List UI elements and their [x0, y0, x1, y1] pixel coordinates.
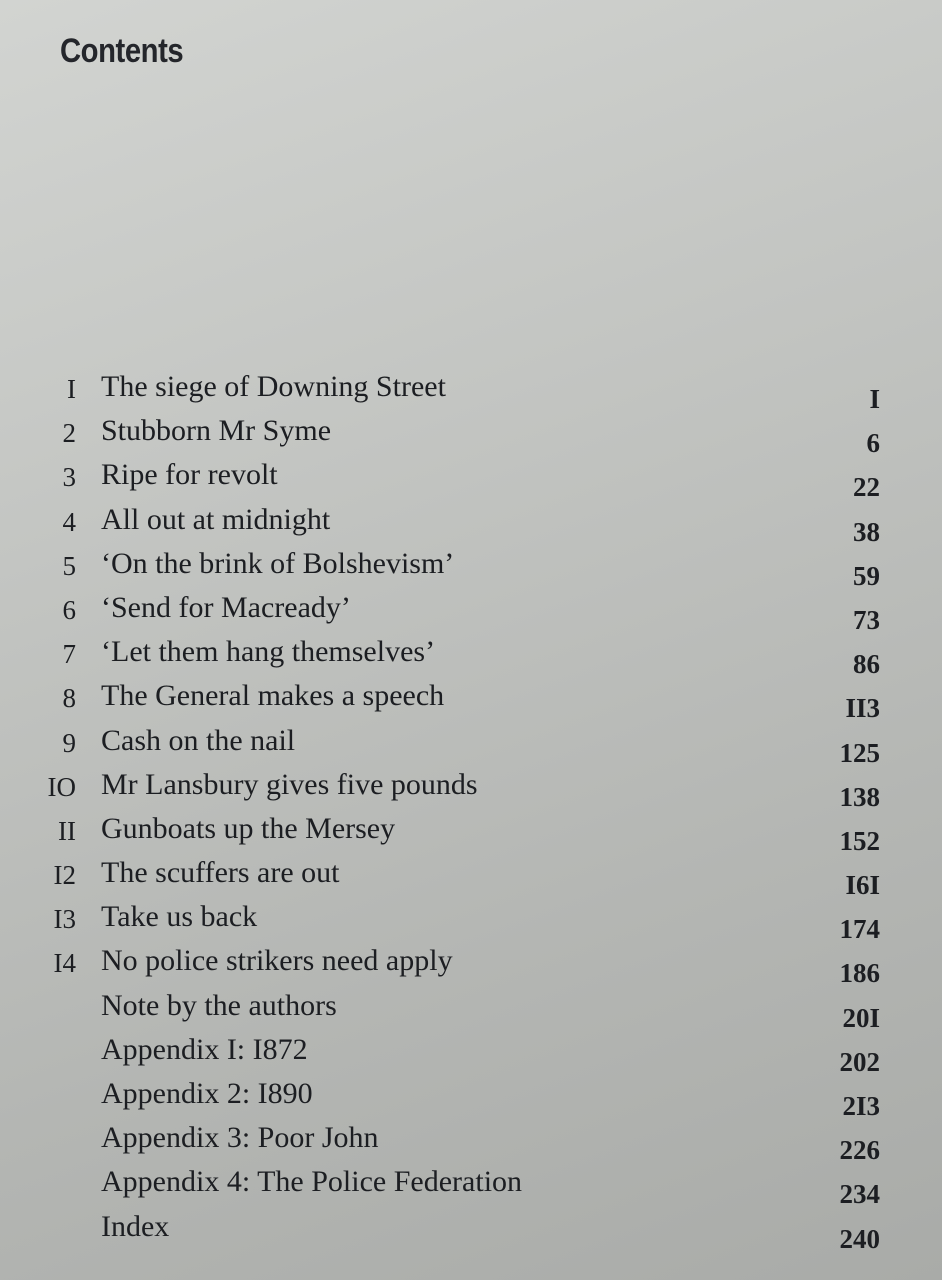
page-number: 6	[866, 428, 880, 459]
toc-entry	[0, 1075, 942, 1119]
page-number: 86	[853, 649, 880, 680]
toc-entry	[0, 633, 942, 680]
chapter-title: ‘Let them hang themselves’	[101, 635, 436, 669]
page-number: 174	[839, 914, 880, 945]
chapter-number: 4	[62, 506, 76, 537]
chapter-number: I2	[53, 860, 76, 891]
chapter-title: Cash on the nail	[101, 723, 296, 757]
toc-entry	[0, 1208, 942, 1252]
section-title: Index	[101, 1209, 170, 1243]
page-number: 186	[839, 958, 880, 989]
chapter-number: 5	[62, 550, 76, 581]
chapter-number: 2	[62, 418, 76, 449]
toc-entry	[0, 898, 942, 945]
chapter-number: 9	[62, 727, 76, 758]
page-number: 22	[853, 472, 880, 503]
page-number: 73	[853, 604, 880, 635]
chapter-title: Take us back	[101, 900, 258, 934]
page-number: 138	[839, 781, 880, 812]
page-number: I	[869, 384, 880, 414]
toc-entry	[0, 722, 942, 766]
toc-entry	[0, 987, 942, 1031]
table-of-contents	[0, 368, 942, 1252]
chapter-title: The siege of Downing Street	[101, 370, 446, 403]
page-number: 38	[853, 516, 880, 547]
toc-entry	[0, 1119, 942, 1166]
chapter-title: The scuffers are out	[101, 856, 340, 890]
toc-entry	[0, 942, 942, 989]
chapter-title: ‘On the brink of Bolshevism’	[101, 546, 455, 580]
page-number: II3	[845, 693, 880, 724]
section-title: Appendix 4: The Police Federation	[101, 1165, 523, 1199]
chapter-number: 6	[62, 594, 76, 625]
toc-entry	[0, 1163, 942, 1210]
page-number: 234	[839, 1179, 880, 1210]
chapter-number: I3	[53, 904, 76, 935]
chapter-title: All out at midnight	[101, 502, 331, 536]
chapter-number: 3	[62, 462, 76, 493]
toc-entry	[0, 545, 942, 589]
page-number: 59	[853, 560, 880, 591]
page-number: I6I	[845, 870, 880, 901]
toc-entry	[0, 677, 942, 724]
page-number: 226	[839, 1135, 880, 1166]
page-number: 202	[839, 1046, 880, 1077]
toc-entry	[0, 1031, 942, 1075]
section-title: Appendix 2: I890	[101, 1077, 313, 1110]
chapter-title: Ripe for revolt	[101, 458, 278, 492]
toc-entry	[0, 810, 942, 854]
chapter-number: 7	[62, 639, 76, 670]
page-number: 2I3	[842, 1091, 880, 1121]
page-number: 152	[839, 825, 880, 856]
section-title: Note by the authors	[101, 988, 337, 1022]
chapter-title: Gunboats up the Mersey	[101, 811, 396, 845]
toc-entry	[0, 412, 942, 459]
chapter-title: Mr Lansbury gives five pounds	[101, 767, 478, 801]
page-number: 20I	[842, 1002, 880, 1033]
chapter-number: II	[58, 815, 76, 846]
chapter-number: 8	[62, 683, 76, 714]
section-title: Appendix I: I872	[101, 1032, 308, 1066]
toc-entry	[0, 501, 942, 545]
toc-entry	[0, 456, 942, 503]
toc-entry	[0, 854, 942, 901]
toc-entry	[0, 368, 942, 412]
chapter-title: ‘Send for Macready’	[101, 590, 351, 624]
chapter-title: The General makes a speech	[101, 679, 445, 713]
toc-entry	[0, 766, 942, 810]
section-title: Appendix 3: Poor John	[101, 1121, 379, 1155]
toc-entry	[0, 589, 942, 633]
chapter-number: I	[67, 374, 76, 404]
page-number: 240	[839, 1223, 880, 1254]
chapter-title: Stubborn Mr Syme	[101, 414, 332, 448]
page-number: 125	[839, 737, 880, 768]
chapter-number: I4	[53, 948, 76, 979]
chapter-title: No police strikers need apply	[101, 944, 453, 978]
chapter-number: IO	[47, 771, 76, 802]
page-title: Contents	[60, 32, 184, 70]
